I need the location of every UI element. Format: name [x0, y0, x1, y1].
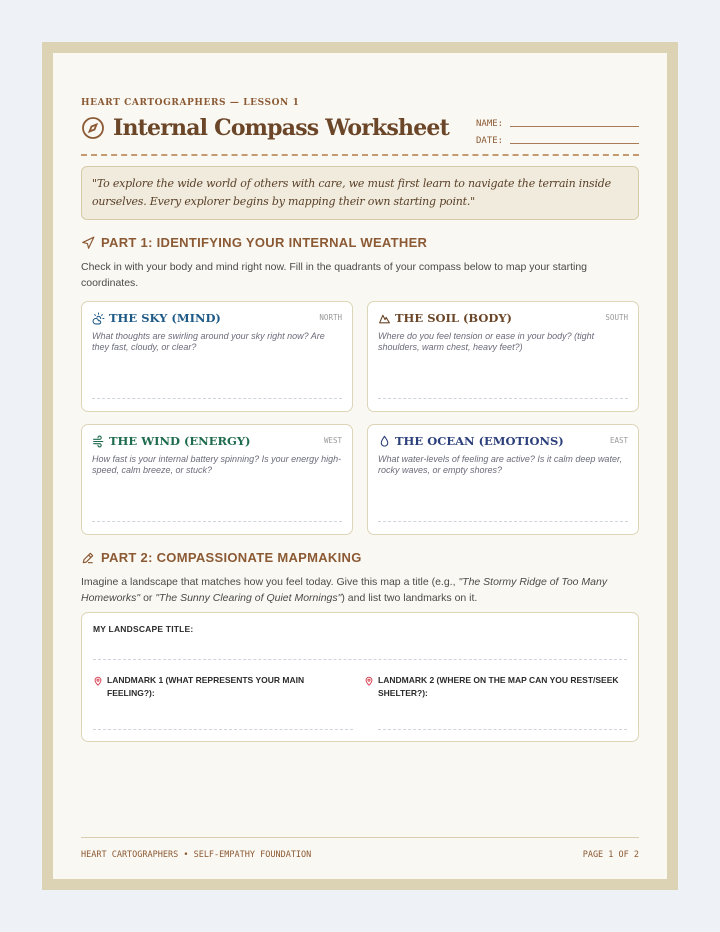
- card-prompt: What water-levels of feeling are active? Is it calm deep water, rocky waves, or empty shores?: [378, 454, 622, 475]
- intro-quote: "To explore the wide world of others with care, we must first learn to navigate the terrain inside ourselves. Every explorer begins by mapping their own starting point.": [81, 166, 639, 220]
- answer-line[interactable]: [92, 398, 342, 399]
- footer-divider: [81, 837, 639, 838]
- footer-page-number: PAGE 1 OF 2: [582, 850, 639, 860]
- card-prompt: What thoughts are swirling around your sky right now? Are they fast, cloudy, or clear?: [92, 331, 325, 352]
- example-title-2: "The Sunny Clearing of Quiet Mornings": [155, 592, 342, 604]
- name-label: NAME:: [476, 119, 504, 129]
- date-label: DATE:: [476, 136, 504, 146]
- part1-heading: [81, 235, 427, 250]
- landmark-2-label: LANDMARK 2 (WHERE ON THE MAP CAN YOU REST/SEEK SHELTER?):: [364, 674, 630, 700]
- card-title: THE SKY (MIND): [109, 311, 221, 325]
- answer-line[interactable]: [378, 398, 628, 399]
- page-frame: [42, 42, 678, 890]
- name-line[interactable]: [510, 115, 639, 127]
- landscape-title-label: MY LANDSCAPE TITLE:: [93, 624, 194, 634]
- compass-icon: [81, 116, 105, 140]
- answer-line[interactable]: [92, 521, 342, 522]
- landscape-box: [81, 612, 639, 742]
- page-title: Internal Compass Worksheet: [113, 115, 449, 141]
- card-wind-energy[interactable]: [81, 424, 353, 535]
- map-pin-icon: [93, 676, 103, 686]
- navigation-arrow-icon: [81, 236, 95, 250]
- card-title: THE OCEAN (EMOTIONS): [395, 434, 564, 448]
- mountain-icon: [378, 312, 391, 325]
- wind-icon: [92, 435, 105, 448]
- date-field[interactable]: [476, 129, 639, 146]
- landmark-2-line[interactable]: [378, 729, 627, 730]
- part2-heading: [81, 550, 362, 565]
- part2-intro: Imagine a landscape that matches how you feel today. Give this map a title (e.g., "The Stormy Ridge of Too Many Homeworks" or "The Sunny Clearing of Quiet Mornings") and list two landmarks on it.: [81, 576, 608, 604]
- cloud-sun-icon: [92, 312, 105, 325]
- direction-label: EAST: [609, 436, 628, 445]
- card-prompt: How fast is your internal battery spinning? Is your energy high-speed, calm breeze, or stuck?: [92, 454, 342, 475]
- name-field[interactable]: [476, 112, 639, 129]
- name-date-fields: [476, 112, 639, 146]
- pencil-icon: [81, 551, 95, 565]
- example-title-1: "The Stormy Ridge of Too Many Homeworks": [81, 576, 608, 604]
- worksheet: [53, 53, 667, 879]
- date-line[interactable]: [510, 132, 639, 144]
- direction-label: SOUTH: [605, 313, 628, 322]
- card-title: THE WIND (ENERGY): [109, 434, 251, 448]
- landmark-1-line[interactable]: [93, 729, 353, 730]
- card-title: THE SOIL (BODY): [395, 311, 512, 325]
- answer-line[interactable]: [378, 521, 628, 522]
- title-row: [81, 115, 449, 141]
- direction-label: NORTH: [319, 313, 342, 322]
- landscape-title-line[interactable]: [93, 659, 627, 660]
- landmark-1-label: LANDMARK 1 (WHAT REPRESENTS YOUR MAIN FEELING?):: [93, 674, 313, 700]
- part1-intro: Check in with your body and mind right now. Fill in the quadrants of your compass below to map your starting coordinates.: [81, 261, 588, 289]
- part2-heading-text: PART 2: COMPASSIONATE MAPMAKING: [101, 550, 362, 565]
- card-sky-mind[interactable]: [81, 301, 353, 412]
- map-pin-icon: [364, 676, 374, 686]
- card-ocean-emotions[interactable]: [367, 424, 639, 535]
- droplet-icon: [378, 435, 391, 448]
- direction-label: WEST: [323, 436, 342, 445]
- part1-heading-text: PART 1: IDENTIFYING YOUR INTERNAL WEATHER: [101, 235, 428, 250]
- card-prompt: Where do you feel tension or ease in your body? (tight shoulders, warm chest, heavy feet?): [378, 331, 595, 352]
- footer-left: HEART CARTOGRAPHERS • SELF-EMPATHY FOUNDATION: [81, 850, 312, 860]
- lesson-label: HEART CARTOGRAPHERS — LESSON 1: [81, 98, 300, 108]
- header-divider: [81, 154, 639, 156]
- card-soil-body[interactable]: [367, 301, 639, 412]
